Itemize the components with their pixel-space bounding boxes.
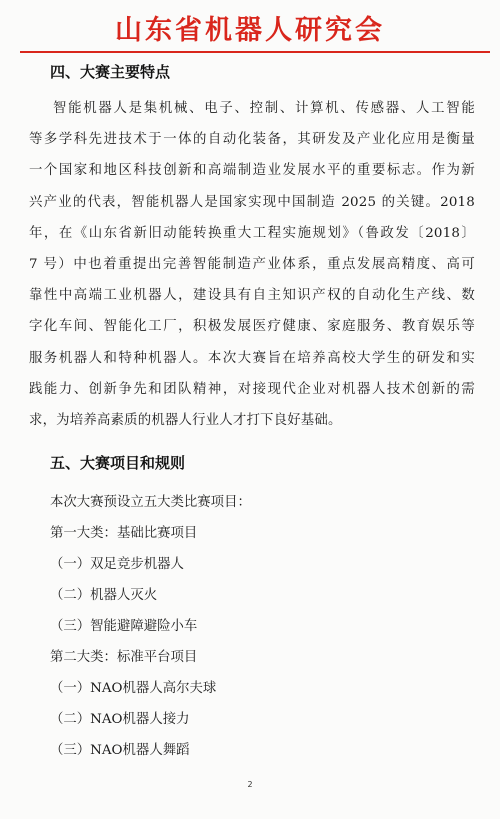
list-item: 第一大类：基础比赛项目 — [50, 526, 198, 541]
list-item: 本次大赛预设立五大类比赛项目： — [50, 495, 251, 510]
list-item: 第二大类：标准平台项目 — [50, 650, 198, 665]
paragraph-line: 求，为培养高素质的机器人行业人才打下良好基础。 — [29, 412, 342, 428]
paragraph-line: 靠性中高端工业机器人，建设具有自主知识产权的自动化生产线、数 — [29, 288, 475, 304]
letterhead — [0, 14, 500, 48]
section-4-heading: 四、大赛主要特点 — [50, 63, 171, 81]
section-5-heading: 五、大赛项目和规则 — [50, 454, 186, 472]
section-4-paragraph — [29, 93, 475, 436]
page-number: 2 — [247, 780, 253, 789]
paragraph-line: 智能机器人是集机械、电子、控制、计算机、传感器、人工智能 — [53, 101, 475, 116]
list-item: （三）NAO机器人舞蹈 — [50, 743, 190, 758]
section-5-list — [50, 487, 470, 766]
header-rule — [20, 51, 490, 53]
paragraph-line: 践能力、创新争先和团队精神，对接现代企业对机器人技术创新的需 — [29, 381, 475, 397]
paragraph-line: 服务机器人和特种机器人。本次大赛旨在培养高校大学生的研发和实 — [29, 350, 475, 366]
paragraph-line: 年，在《山东省新旧动能转换重大工程实施规划》（鲁政发〔2018〕 — [29, 225, 475, 241]
paragraph-line: 等多学科先进技术于一体的自动化装备，其研发及产业化应用是衡量 — [29, 132, 475, 148]
paragraph-line: 兴产业的代表，智能机器人是国家实现中国制造 2025 的关键。2018 — [29, 194, 475, 210]
list-item: （二）机器人灭火 — [50, 588, 158, 603]
list-item: （三）智能避障避险小车 — [50, 619, 198, 634]
paragraph-line: 字化车间、智能化工厂，积极发展医疗健康、家庭服务、教育娱乐等 — [29, 319, 475, 335]
list-item: （一）双足竞步机器人 — [50, 557, 184, 572]
list-item: （一）NAO机器人高尔夫球 — [50, 681, 217, 696]
list-item: （二）NAO机器人接力 — [50, 712, 190, 727]
paragraph-line: 一个国家和地区科技创新和高端制造业发展水平的重要标志。作为新 — [29, 163, 475, 179]
paragraph-line: 7 号）中也着重提出完善智能制造产业体系，重点发展高精度、高可 — [29, 256, 475, 272]
organization-title: 山东省机器人研究会 — [115, 15, 385, 46]
